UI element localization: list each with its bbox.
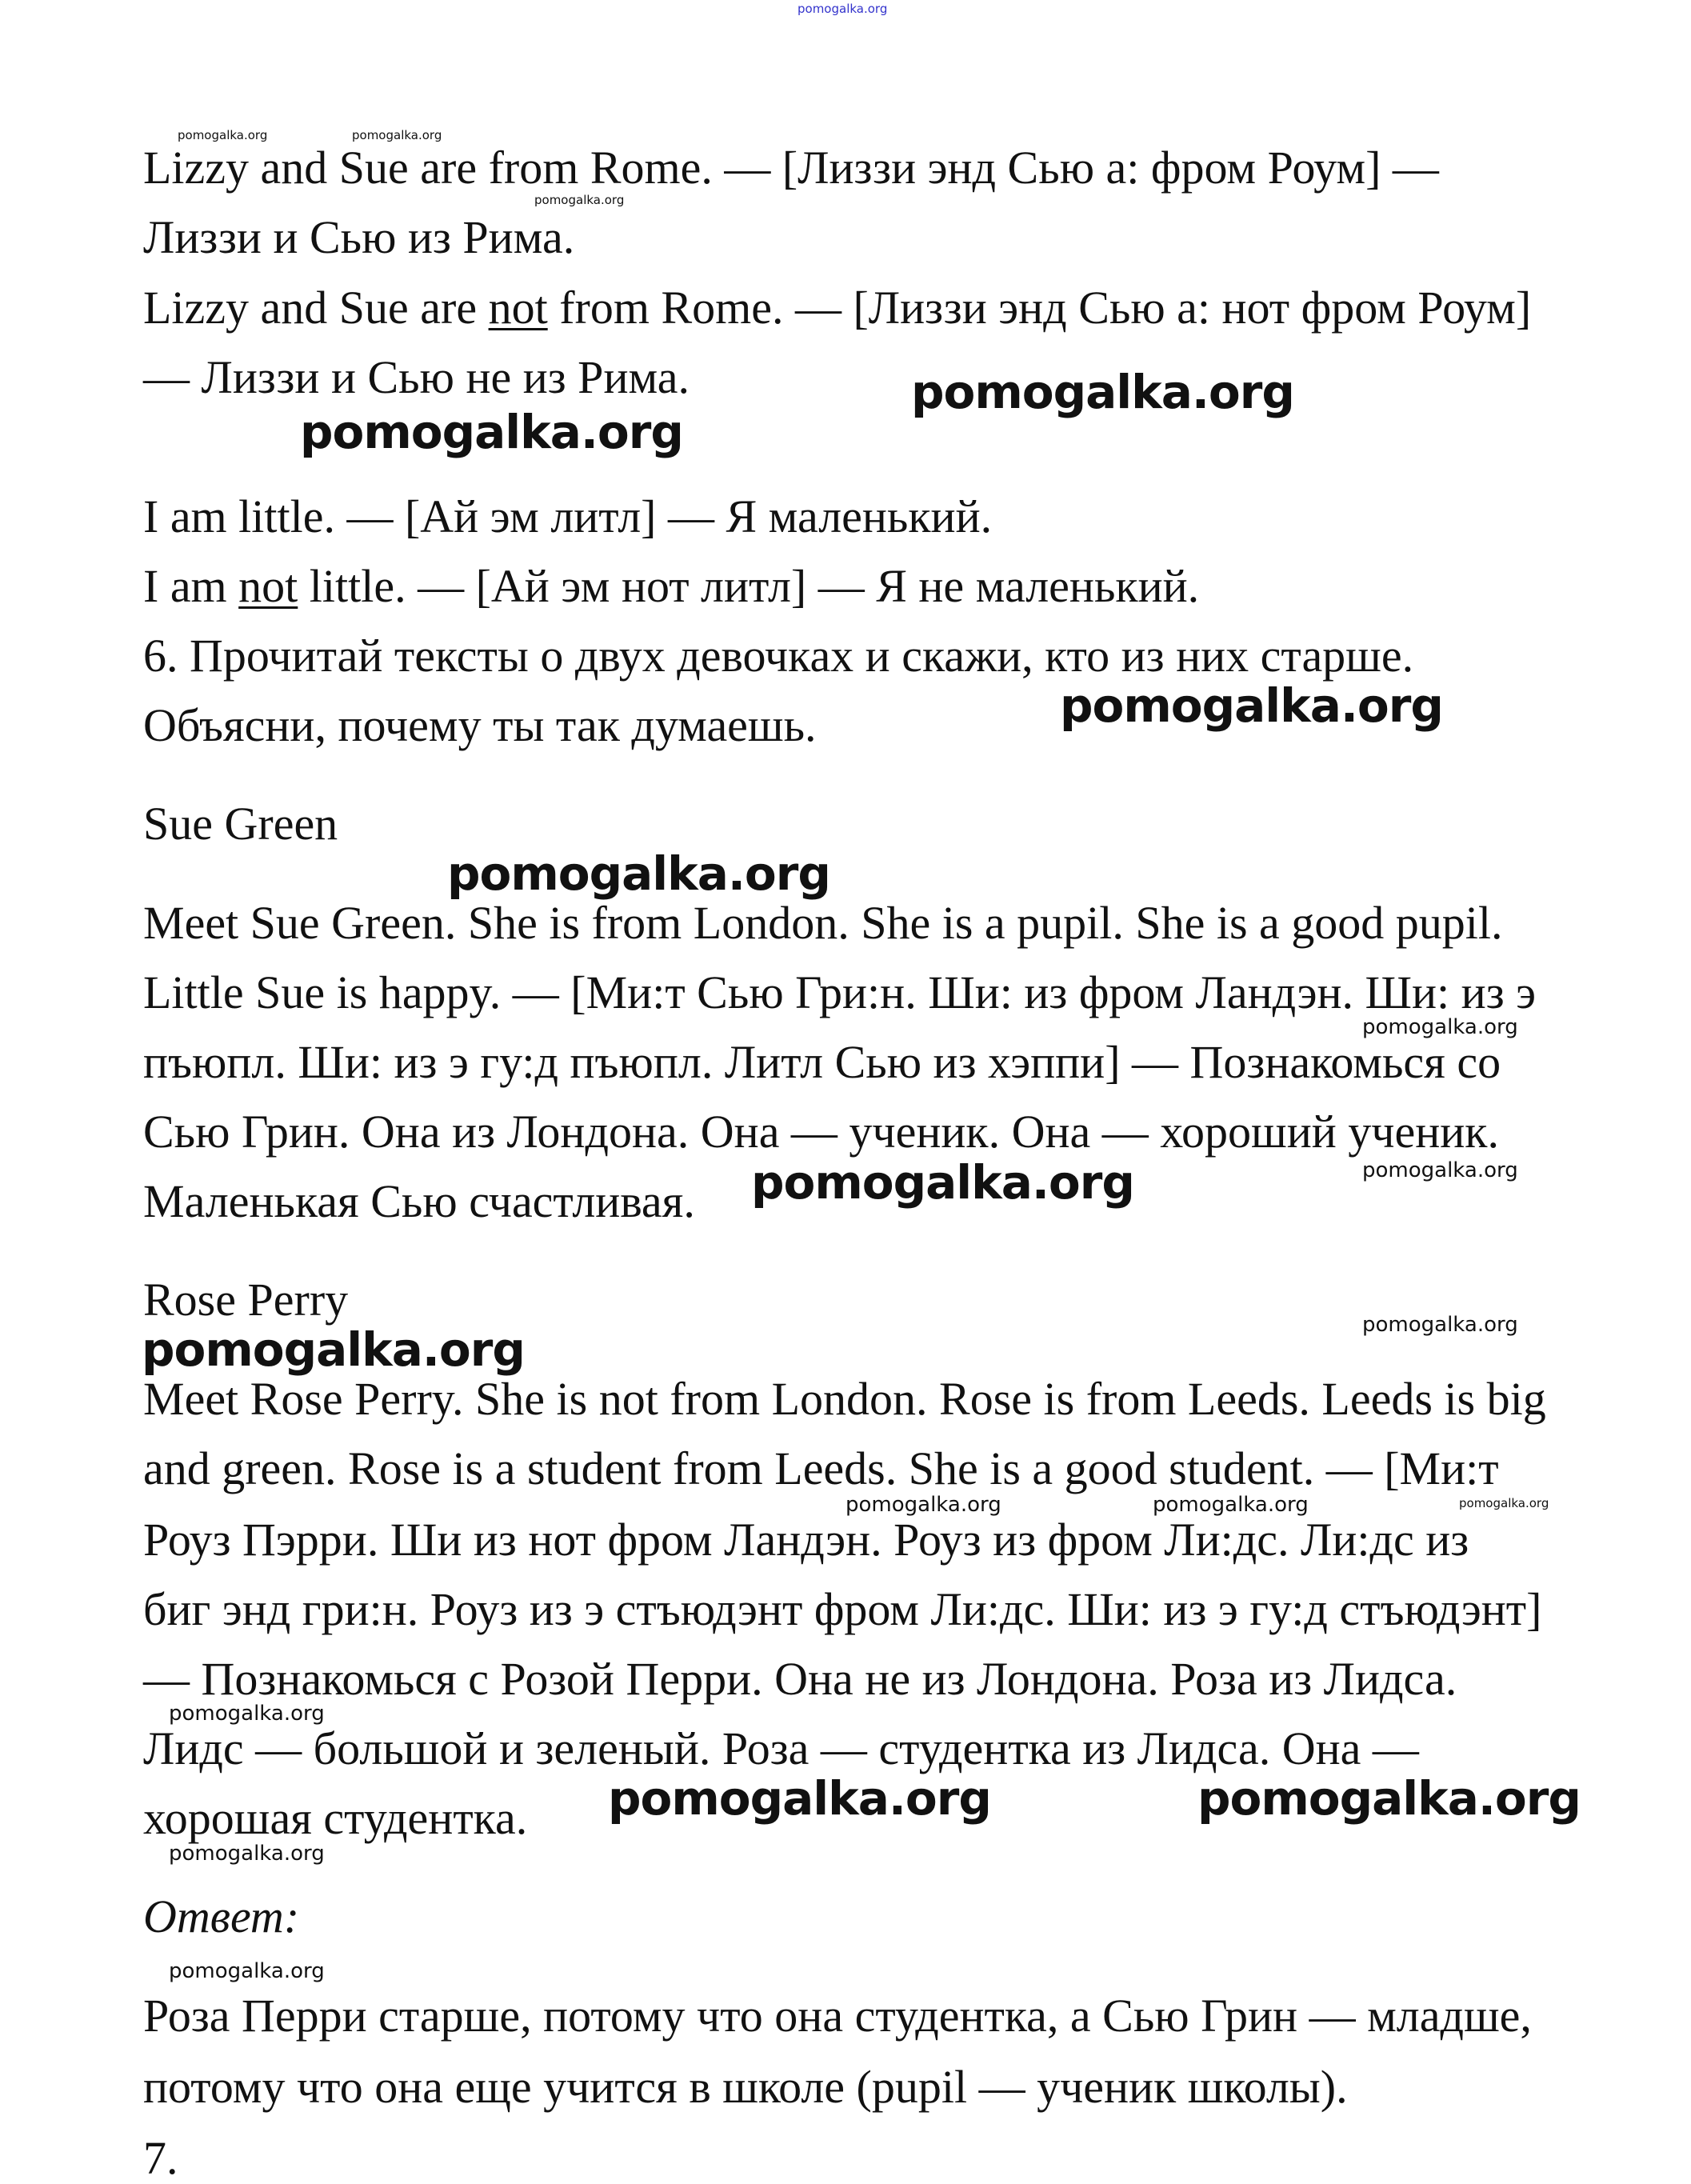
text-line: [143, 351, 690, 403]
text-line: [143, 966, 1537, 1018]
watermark: pomogalka.org: [447, 846, 830, 901]
text-line: [143, 560, 1200, 612]
text: from Rome. — [Лиззи энд Сью а: нот фром Роум]: [547, 282, 1532, 334]
watermark: pomogalka.org: [169, 1842, 325, 1866]
text-line: [143, 897, 1503, 949]
text: Rose Perry: [143, 1274, 349, 1326]
text: Сью Грин. Она из Лондона. Она — ученик. Она — хороший ученик.: [143, 1106, 1499, 1158]
text-line: [143, 2132, 178, 2184]
text: Лиззи и Сью из Рима.: [143, 211, 575, 263]
text: Little Sue is happy. — [Ми:т Сью Гри:н. Ши: из фром Ландэн. Ши: из э: [143, 966, 1537, 1018]
underlined-word: not: [488, 282, 548, 334]
text: — Познакомься с Розой Перри. Она не из Лондона. Роза из Лидса.: [143, 1653, 1457, 1705]
watermark: pomogalka.org: [1060, 678, 1443, 733]
watermark: pomogalka.org: [911, 365, 1294, 419]
text: Объясни, почему ты так думаешь.: [143, 699, 817, 751]
text: хорошая студентка.: [143, 1792, 528, 1844]
text: Роуз Пэрри. Ши из нот фром Ландэн. Роуз из фром Ли:дс. Ли:дс из: [143, 1514, 1469, 1566]
text: Sue Green: [143, 798, 338, 850]
text: 6. Прочитай тексты о двух девочках и скажи, кто из них старше.: [143, 630, 1414, 682]
text-line: [143, 630, 1414, 682]
watermark: pomogalka.org: [1459, 1496, 1549, 1510]
text-line: [143, 142, 1439, 194]
watermark: pomogalka.org: [1362, 1313, 1518, 1337]
text-line: [143, 282, 1532, 334]
watermark: pomogalka.org: [300, 405, 683, 459]
watermark: pomogalka.org: [534, 193, 625, 207]
watermark: pomogalka.org: [178, 128, 268, 142]
text: I am: [143, 560, 239, 612]
text-line: [143, 1583, 1542, 1635]
watermark: pomogalka.org: [169, 1959, 325, 1983]
text: Роза Перри старше, потому что она студентка, а Сью Грин — младше,: [143, 1990, 1532, 2042]
text-line: [143, 490, 993, 542]
text-line: [143, 1792, 528, 1844]
text: and green. Rose is a student from Leeds. She is a good student. — [Ми:т: [143, 1442, 1499, 1494]
text-line: [143, 1990, 1532, 2042]
answer-label: [143, 1890, 300, 1942]
text: — Лиззи и Сью не из Рима.: [143, 351, 690, 403]
text-line: [143, 1653, 1457, 1705]
text: Ответ:: [143, 1890, 300, 1942]
text: пъюпл. Ши: из э гу:д пъюпл. Литл Сью из хэппи] — Познакомься со: [143, 1036, 1501, 1088]
underlined-word: not: [238, 560, 298, 612]
text-line: [143, 1106, 1499, 1158]
text: Лидс — большой и зеленый. Роза — студентка из Лидса. Она —: [143, 1722, 1419, 1774]
text: биг энд гри:н. Роуз из э стъюдэнт фром Ли:дс. Ши: из э гу:д стъюдэнт]: [143, 1583, 1542, 1635]
text-line: [143, 211, 575, 263]
text: 7.: [143, 2132, 178, 2184]
text: Маленькая Сью счастливая.: [143, 1175, 695, 1227]
text-line: [143, 1175, 695, 1227]
text: Meet Rose Perry. She is not from London. Rose is from Leeds. Leeds is big: [143, 1373, 1546, 1425]
text-line: [143, 1036, 1501, 1088]
watermark: pomogalka.org: [142, 1322, 525, 1377]
watermark: pomogalka.org: [1362, 1015, 1518, 1039]
section-heading: [143, 1274, 349, 1326]
watermark: pomogalka.org: [846, 1493, 1001, 1517]
watermark: pomogalka.org: [751, 1155, 1134, 1210]
text: потому что она еще учится в школе (pupil — ученик школы).: [143, 2061, 1348, 2113]
text-line: [143, 1373, 1546, 1425]
watermark: pomogalka.org: [352, 128, 442, 142]
text-line: [143, 699, 817, 751]
text-line: [143, 1722, 1419, 1774]
watermark: pomogalka.org: [169, 1702, 325, 1726]
text: little. — [Ай эм нот литл] — Я не маленький.: [298, 560, 1200, 612]
text: Meet Sue Green. She is from London. She is a pupil. She is a good pupil.: [143, 897, 1503, 949]
text-line: [143, 1442, 1499, 1494]
text-line: [143, 1514, 1469, 1566]
watermark: pomogalka.org: [1197, 1771, 1581, 1826]
text: Lizzy and Sue are: [143, 282, 489, 334]
section-heading: [143, 798, 338, 850]
watermark: pomogalka.org: [798, 2, 888, 16]
watermark: pomogalka.org: [1153, 1493, 1309, 1517]
watermark: pomogalka.org: [1362, 1158, 1518, 1182]
text-line: [143, 2061, 1348, 2113]
text: I am little. — [Ай эм литл] — Я маленький.: [143, 490, 993, 542]
watermark: pomogalka.org: [608, 1771, 991, 1826]
text: Lizzy and Sue are from Rome. — [Лиззи энд Сью а: фром Роум] —: [143, 142, 1439, 194]
